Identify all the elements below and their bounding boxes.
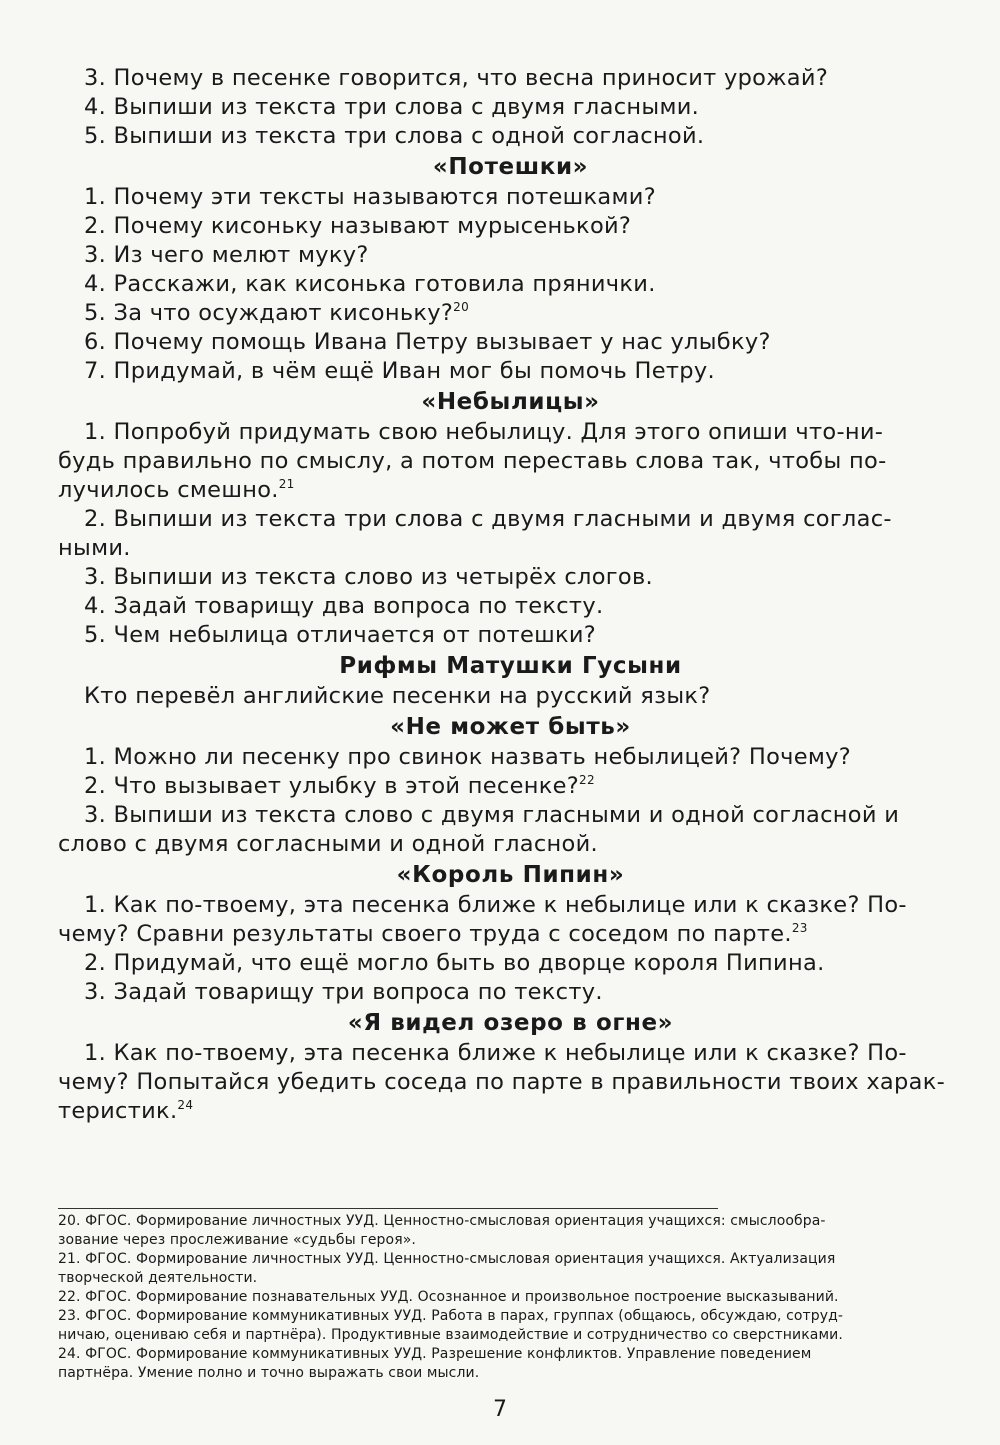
- section-title-ne-mozhet: «Не может быть»: [390, 714, 631, 740]
- question: 6. Почему помощь Ивана Петру вызывает у нас улыбку?: [84, 329, 771, 355]
- section-title-rifmy: Рифмы Матушки Гусыни: [339, 653, 682, 679]
- page-number: 7: [493, 1397, 507, 1422]
- question: 5. Выпиши из текста три слова с одной согласной.: [84, 123, 705, 149]
- question: 7. Придумай, в чём ещё Иван мог бы помочь Петру.: [84, 358, 715, 384]
- footnote-line: творческой деятельности.: [58, 1270, 258, 1286]
- question: Кто перевёл английские песенки на русский язык?: [84, 683, 711, 709]
- footnote-line: 24. ФГОС. Формирование коммуникативных УУД. Разрешение конфликтов. Управление поведением: [58, 1346, 812, 1362]
- footnote-ref: 23: [791, 921, 808, 935]
- question-line: [58, 476, 963, 505]
- question-line: чему? Попытайся убедить соседа по парте в правильности твоих харак-: [58, 1069, 945, 1095]
- question-line: будь правильно по смыслу, а потом переставь слова так, чтобы по-: [58, 448, 887, 474]
- question: 2. Почему кисоньку называют мурысенькой?: [84, 213, 632, 239]
- footnote-line: ничаю, оцениваю себя и партнёра). Продуктивные взаимодействие и сотрудничество со сверстниками.: [58, 1327, 843, 1343]
- footnote-ref: 20: [453, 300, 470, 314]
- question: 4. Выпиши из текста три слова с двумя гласными.: [84, 94, 700, 120]
- question: 3. Выпиши из текста слово из четырёх слогов.: [84, 564, 653, 590]
- question: 5. Чем небылица отличается от потешки?: [84, 622, 597, 648]
- section-title-nebylitsy: «Небылицы»: [421, 389, 600, 415]
- footnotes: [58, 1212, 963, 1383]
- section-title-poteshki: «Потешки»: [432, 154, 589, 180]
- question-text: 5. За что осуждают кисоньку?: [84, 300, 454, 326]
- footnote-line: 21. ФГОС. Формирование личностных УУД. Ценностно-смысловая ориентация учащихся. Актуализация: [58, 1251, 836, 1267]
- question-line: [58, 920, 963, 949]
- question-text: чему? Сравни результаты своего труда с соседом по парте.: [58, 921, 792, 947]
- footnote-line: зование через прослеживание «судьбы героя».: [58, 1232, 416, 1248]
- footnote-ref: 24: [177, 1098, 194, 1112]
- question-line: слово с двумя согласными и одной гласной.: [58, 831, 598, 857]
- question-line: 1. Как по-твоему, эта песенка ближе к небылице или к сказке? По-: [84, 1040, 907, 1066]
- question-line: 1. Как по-твоему, эта песенка ближе к небылице или к сказке? По-: [84, 892, 907, 918]
- section-title-korol: «Король Пипин»: [396, 862, 625, 888]
- footnote-ref: 22: [579, 773, 595, 787]
- question: 3. Из чего мелют муку?: [84, 242, 369, 268]
- footnote-line: партнёра. Умение полно и точно выражать свои мысли.: [58, 1365, 480, 1381]
- question-line: [58, 1097, 963, 1126]
- footnote-ref: 21: [278, 477, 295, 491]
- question: 1. Можно ли песенку про свинок назвать небылицей? Почему?: [84, 744, 852, 770]
- question: 4. Расскажи, как кисонька готовила прянички.: [84, 271, 656, 297]
- question: 4. Задай товарищу два вопроса по тексту.: [84, 593, 604, 619]
- footnote-line: 23. ФГОС. Формирование коммуникативных УУД. Работа в парах, группах (общаюсь, обсуждаю, сотруд-: [58, 1308, 844, 1324]
- question-text: теристик.: [58, 1098, 178, 1124]
- footnote-line: 20. ФГОС. Формирование личностных УУД. Ценностно-смысловая ориентация учащихся: смыслообра-: [58, 1213, 826, 1229]
- question-line: 3. Выпиши из текста слово с двумя гласными и одной согласной и: [84, 802, 900, 828]
- question-text: 2. Что вызывает улыбку в этой песенке?: [84, 773, 580, 799]
- footnote-divider: [58, 1208, 718, 1209]
- question: 3. Задай товарищу три вопроса по тексту.: [84, 979, 603, 1005]
- footnote-line: 22. ФГОС. Формирование познавательных УУД. Осознанное и произвольное построение высказываний.: [58, 1289, 839, 1305]
- question: 2. Придумай, что ещё могло быть во дворце короля Пипина.: [84, 950, 825, 976]
- question-line: 2. Выпиши из текста три слова с двумя гласными и двумя соглас-: [84, 506, 892, 532]
- page-content: [58, 64, 963, 1126]
- question: 3. Почему в песенке говорится, что весна приносит урожай?: [84, 65, 829, 91]
- question-line: ными.: [58, 535, 131, 561]
- question: [58, 299, 963, 328]
- question: 1. Почему эти тексты называются потешками?: [84, 184, 656, 210]
- question: [58, 772, 963, 801]
- question-text: лучилось смешно.: [58, 477, 279, 503]
- section-title-ozero: «Я видел озеро в огне»: [347, 1010, 674, 1036]
- question-line: 1. Попробуй придумать свою небылицу. Для этого опиши что-ни-: [84, 419, 884, 445]
